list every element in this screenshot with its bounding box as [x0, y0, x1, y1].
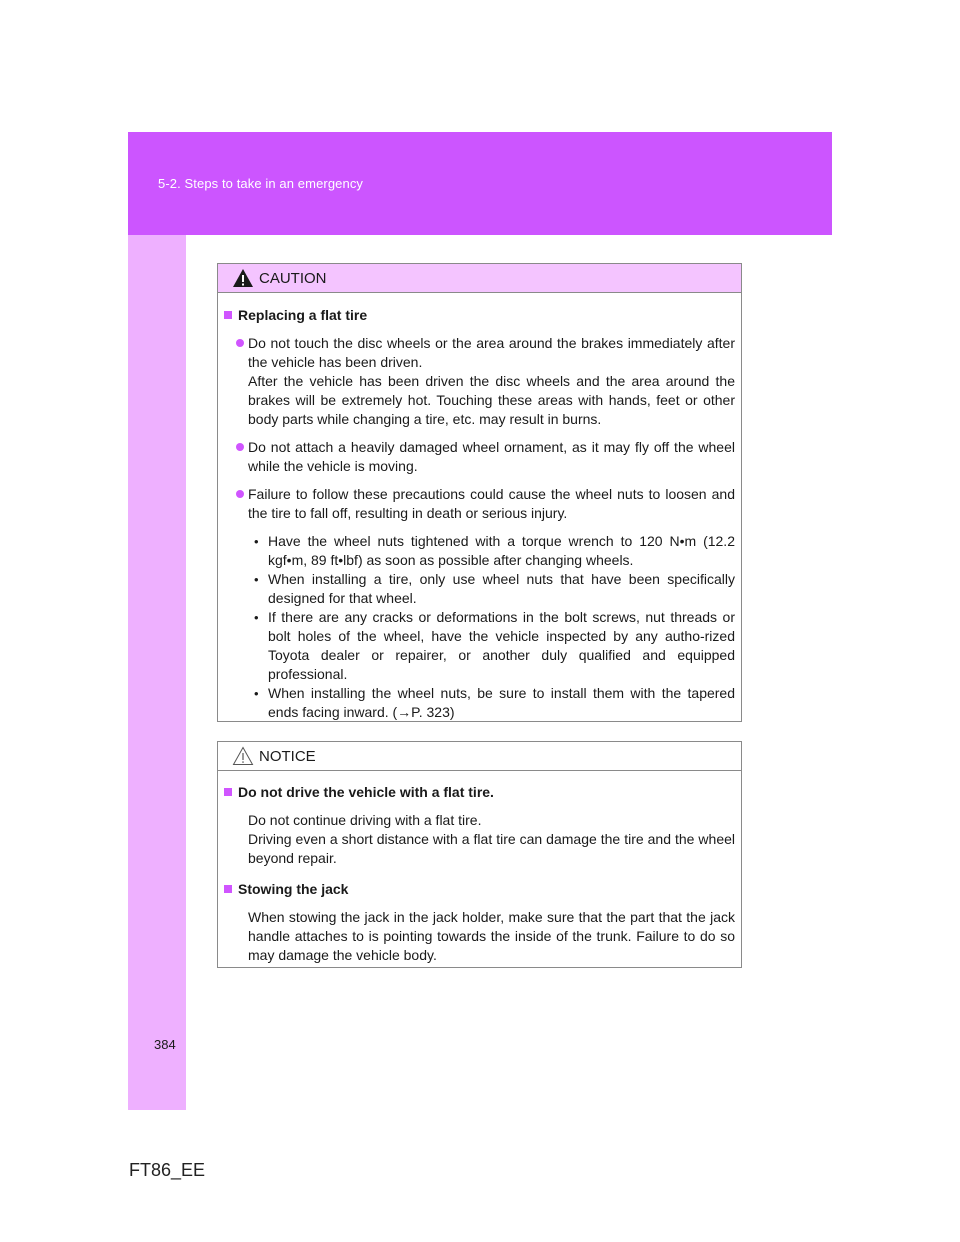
caution-item: [224, 438, 735, 476]
caution-subitem: • If there are any cracks or deformations in the bolt screws, nut threads or bolt holes of the wheel, have the vehicle inspected by any autho-rized Toyota dealer or repairer, or another duly qualified and equipped professional.: [224, 608, 735, 684]
caution-item: [224, 334, 735, 429]
caution-box: [217, 263, 742, 722]
section-title: 5-2. Steps to take in an emergency: [158, 176, 364, 191]
caution-item-text: After the vehicle has been driven the disc wheels and the area around the brakes will be extremely hot. Touching these areas with hands, feet or other body parts while changing a tire, etc. may result in burns.: [248, 373, 735, 427]
notice-body: [224, 783, 735, 965]
caution-subitem: • When installing the wheel nuts, be sure to install them with the tapered ends facing inward. (→P. 323): [224, 684, 735, 722]
caution-body: [224, 306, 735, 722]
notice-text: Driving even a short distance with a flat tire can damage the tire and the wheel beyond repair.: [248, 831, 735, 866]
notice-heading: Do not drive the vehicle with a flat tire.: [224, 783, 735, 802]
notice-heading: Stowing the jack: [224, 880, 735, 899]
notice-label: NOTICE: [259, 748, 316, 765]
caution-label: CAUTION: [259, 270, 327, 287]
notice-header: [218, 742, 741, 771]
page-number: 384: [154, 1037, 176, 1052]
document-code: FT86_EE: [129, 1160, 206, 1180]
caution-subitem: • When installing a tire, only use wheel nuts that have been specifically designed for that wheel.: [224, 570, 735, 608]
warning-filled-icon: [232, 268, 254, 288]
caution-sublist: [224, 532, 735, 722]
caution-header: [218, 264, 741, 293]
warning-outline-icon: [232, 746, 254, 766]
notice-box: [217, 741, 742, 968]
side-strip: [128, 235, 186, 1110]
caution-subitem: • Have the wheel nuts tightened with a torque wrench to 120 N•m (12.2 kgf•m, 89 ft•lbf) as soon as possible after changing wheels.: [224, 532, 735, 570]
caution-heading: Replacing a flat tire: [224, 306, 735, 325]
caution-item-text: Do not attach a heavily damaged wheel ornament, as it may fly off the wheel while the vehicle is moving.: [248, 439, 735, 474]
notice-text: When stowing the jack in the jack holder, make sure that the part that the jack handle attaches to is pointing towards the inside of the trunk. Failure to do so may damage the vehicle body.: [248, 909, 735, 963]
caution-item: [224, 485, 735, 523]
notice-text: Do not continue driving with a flat tire.: [248, 812, 482, 828]
caution-item-text: Do not touch the disc wheels or the area around the brakes immediately after the vehicle has been driven.: [248, 335, 735, 370]
caution-item-text: Failure to follow these precautions could cause the wheel nuts to loosen and the tire to fall off, resulting in death or serious injury.: [248, 486, 735, 521]
